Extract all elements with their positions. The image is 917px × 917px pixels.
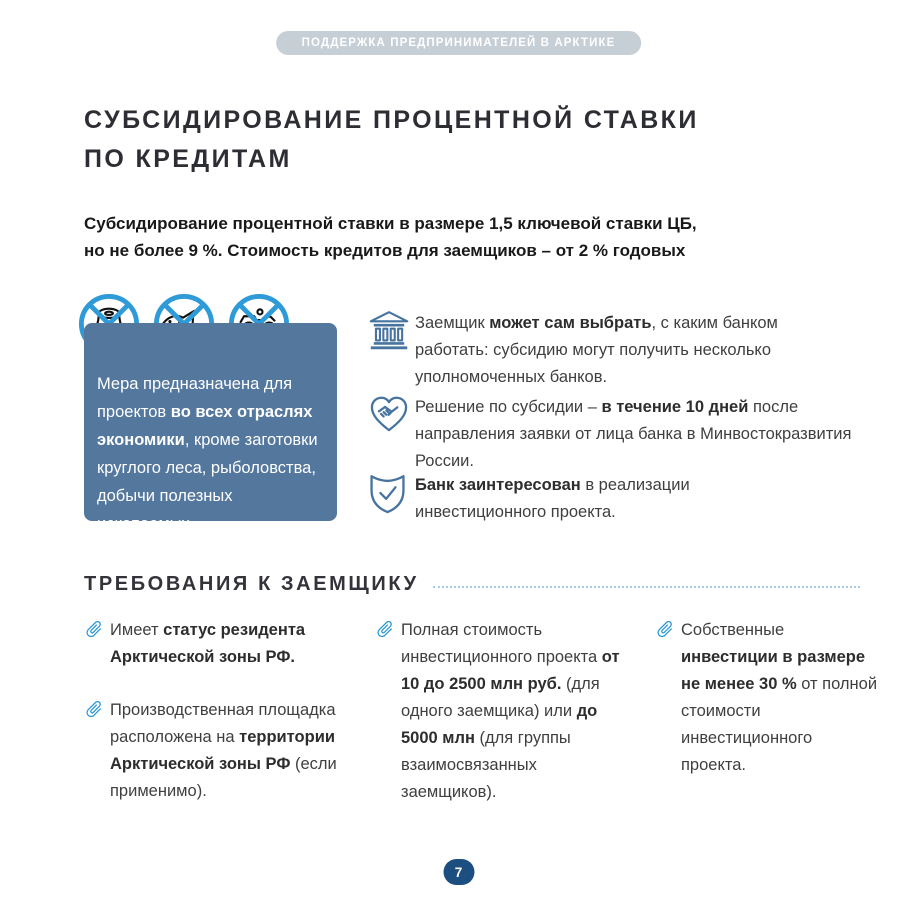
benefit-item-bank-choice (368, 310, 843, 391)
requirement-text: Имеет статус резидента Арктической зоны РФ. (110, 621, 306, 666)
requirement-item (375, 617, 629, 806)
exclusions-text: Мера предназначена для проектов во всех отраслях экономики, кроме заготовки круглого леса, рыболовства, добычи полезных ископаемых. (97, 375, 318, 533)
title-line-2: ПО КРЕДИТАМ (84, 145, 292, 173)
requirements-column-2 (375, 617, 629, 832)
requirements-header (84, 573, 860, 596)
exclusions-card (84, 323, 337, 533)
benefit-text: Решение по субсидии – в течение 10 дней после направления заявки от лица банка в Минвостокразвития России. (415, 398, 852, 470)
benefit-text: Банк заинтересован в реализации инвестиционного проекта. (415, 476, 690, 521)
paperclip-icon (84, 699, 104, 719)
paperclip-icon (84, 619, 104, 639)
dotted-divider (433, 586, 860, 588)
requirements-column-3 (655, 617, 879, 805)
requirement-text: Производственная площадка расположена на территории Арктической зоны РФ (если применимо). (110, 701, 337, 800)
subtitle-line-1: Субсидирование процентной ставки в размере 1,5 ключевой ставки ЦБ, (84, 214, 697, 233)
requirement-item (84, 617, 338, 671)
requirement-item (655, 617, 879, 779)
bank-icon (368, 310, 415, 355)
benefit-text: Заемщик может сам выбрать, с каким банком работать: субсидию могут получить несколько уполномоченных банков. (415, 314, 778, 386)
header-badge: ПОДДЕРЖКА ПРЕДПРИНИМАТЕЛЕЙ В АРКТИКЕ (276, 31, 642, 55)
paperclip-icon (375, 619, 395, 639)
requirement-text: Собственные инвестиции в размере не менее 30 % от полной стоимости инвестиционного проекта. (681, 621, 878, 774)
page-subtitle (84, 210, 697, 264)
requirements-column-1 (84, 617, 338, 831)
shield-check-icon (368, 472, 415, 520)
page-title (84, 101, 699, 179)
paperclip-icon (655, 619, 675, 639)
handshake-heart-icon (368, 394, 415, 438)
requirement-text: Полная стоимость инвестиционного проекта от 10 до 2500 млн руб. (для одного заемщика) или до 5000 млн (для группы взаимосвязанных заемщиков). (401, 621, 620, 801)
benefit-item-decision-time (368, 394, 863, 475)
title-line-1: СУБСИДИРОВАНИЕ ПРОЦЕНТНОЙ СТАВКИ (84, 106, 699, 134)
requirements-title: ТРЕБОВАНИЯ К ЗАЕМЩИКУ (84, 573, 419, 595)
benefit-item-bank-interest (368, 472, 700, 526)
subtitle-line-2: но не более 9 %. Стоимость кредитов для заемщиков – от 2 % годовых (84, 241, 686, 260)
page-number: 7 (443, 859, 474, 885)
requirement-item (84, 697, 338, 805)
